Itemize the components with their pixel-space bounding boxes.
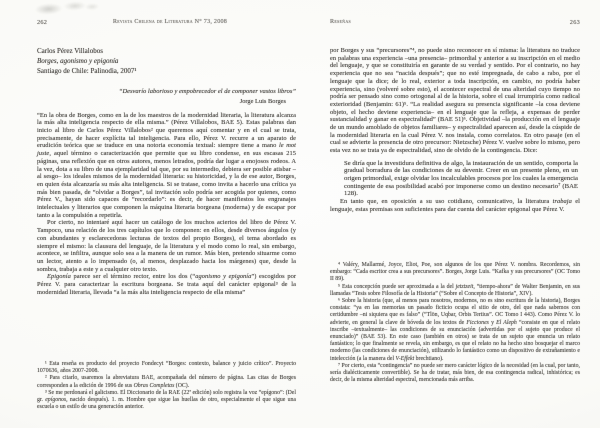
book-author: Carlos Pérez Villalobos	[37, 47, 103, 55]
right-page-number: 263	[569, 19, 580, 26]
footnote: ¹ Esta reseña es producto del proyecto Fondecyt “Borges: contexto, balance y juicio crítico”. Proyecto 1070636, años 2007-2008.	[37, 361, 296, 375]
body-paragraph: Por cierto, no intentaré aquí hacer un catálogo de los muchos aciertos del libro de Pérez V. Tampoco, una relación de los tres capítulos que lo componen: en ellos, desde diversos ángulos (y con abundantes y esclarecedoras lecturas de textos del propio Borges), el tema abordado es siempre el mismo: la clausura del lenguaje, de la literatura y el modo como lo real, sin embargo, acontece, se infiltra, aunque solo sea a la manera de un rumor. Más bien, pretendo situarme como un lector, atento a lo impensado (o, al menos, desplazado hacia los márgenes) que, desde la sombra, trabaja a este y a cualquier otro texto.	[37, 219, 296, 273]
book-imprint: Santiago de Chile: Palinodia, 2007¹	[37, 67, 137, 76]
section-running-head: Reseñas	[330, 19, 351, 25]
body-paragraph: por Borges y sus “precursores”⁴, no puede sino reconocer en sí misma: la literatura no traduce en palabras una experiencia –una presencia– primordial y anterior a su inscripción en el medio del lenguaje, y que se constituiría en garante de su verdad y sentido. Por el contrario, no hay experiencia que no sea “nacida después”; que no esté impregnada, de cabo a rabo, por el lenguaje que la dice; de lo real, exterior a toda inscripción, en cambio, no podría haber experiencia, sino (volveré sobre esto), el acontecer espectral de una alteridad cuyo tiempo no podría ser pensado sino como ortogonal al de la historia, sobre el cual irrumpiría como radical exterioridad (Benjamin: 61)⁵. “La realidad asegura su presencia significante –la cosa deviene objeto, el hecho deviene experiencia– en el lenguaje que la refleja, a expensas de perder sustancialidad y ganar en espectralidad” (BAE 51)⁶. Objetividad –la producción en el lenguaje de un mundo amoblado de objetos familiares– y espectralidad aparecen así, desde la cúspide de la modernidad literaria en la cual Pérez V. nos instala, como correlatos. En otro pasaje (en el cual se advierte la presencia de otro precursor: Nietzsche) Pérez V. vuelve sobre lo mismo, pero esta vez no se trata ya de espectralidad, sino de olvido de la contingencia. Dice:	[330, 47, 580, 155]
left-page-number: 262	[37, 19, 48, 26]
footnote: ⁷ Por cierto, esta “contingencia” no puede ser mero carácter lógico de la necesidad (en la cual, por tanto, sería dialécticamente convertible). Se ha de tratar, más bien, de esa contingencia radical, inhistórica; es decir, de la misma alteridad espectral, mencionada más arriba.	[330, 362, 580, 384]
left-footnotes-block	[37, 361, 296, 411]
body-paragraph: En tanto que, en oposición a su uso cotidiano, comunicativo, la literatura trabaja el lenguaje, estas premisas son suficientes para dar cuenta del carácter epigonal que Pérez V.	[330, 197, 580, 213]
body-paragraph: Epigonía parece ser el término rector, entre los dos (“agonismo y epigonía”) escogidos por Pérez V. para caracterizar la escritura borgeana. Se trata aquí del carácter epigonal³ de la modernidad literaria, llevada “a la más alta inteligencia respecto de ella misma”	[37, 273, 296, 296]
epigraph-quote: “Desvarío laborioso y empobrecedor el de componer vastos libros”	[118, 87, 296, 95]
right-footnotes-block	[330, 262, 580, 384]
footnote: ² Para citarlo, usaremos la abreviatura BAE, acompañada del número de página. Las citas de Borges corresponden a la edición de 1996 de sus Obras Completas (OC).	[37, 375, 296, 389]
body-paragraph: “En la obra de Borges, como en la de los maestros de la modernidad literaria, la literatura alcanza la más alta inteligencia respecto de ella misma.” (Pérez Villalobos, BAE 5). Estas palabras dan inicio al libro de Carlos Pérez Villalobos² que queremos aquí comentar y en el cual se trata, precisamente, de hacer explícita tal inteligencia. Para ello, Pérez V. recurre a un aparato de erudición teórica que se traduce en una notoria economía textual: siempre tiene a mano le mot juste, aquel término o caracterización que permite que su libro condense, en sus escasas 215 páginas, una reflexión que en otros autores, menos letrados, podría dar lugar a enojosos rodeos. A la vez, dota a su libro de una ejemplaridad tal que, por su intermedio, debiera ser posible atisbar –al sesgo– los ideales mismos de la modernidad literaria: su historicidad, y la de ese autor, Borges, en quien ésta alcanzaría su más alta inteligencia. Si se tratase, como invita a hacerlo una crítica ya más bien pasada, de “olvidar a Borges”, tal invitación solo podría ser acogida por quienes, como Pérez V., hayan sido capaces de “recordarlo”: es decir, de hacer manifiestos los engranajes intelectuales y literarios que componen la máquina literaria borgeana (moderna) y de escapar por tanto a la compulsión a repetirla.	[37, 111, 296, 219]
block-quote: Se diría que la investidura definitiva de algo, la instauración de un sentido, comporta la gradual borradura de las condiciones de su devenir. Creer en un presente pleno, en un origen primordial, exige olvidar los incalculables procesos por los cuales la emergencia contingente de esa posibilidad acabó por imponerse como un destino necesario⁷ (BAE 128).	[344, 159, 578, 198]
epigraph-attribution: Jorge Luis Borges	[239, 97, 286, 105]
footnote: ³ Se me perdonará el galicismo. El Diccionario de la RAE (22ª edición) solo registra la voz “epígono”: (Del gr. epígonos, nacido después). 1. m. Hombre que sigue las huellas de otro, especialmente el que sigue una escuela o un estilo de una generación anterior.	[37, 389, 296, 411]
journal-running-head: Revista Chilena de Literatura N° 73, 2008	[112, 19, 228, 25]
footnote: ⁴ Valéry, Mallarmé, Joyce, Eliot, Poe, son algunos de los que Pérez V. nombra. Recordemos, sin embargo: “Cada escritor crea a sus precursores”. Borges, Jorge Luis. “Kafka y sus precursores” (OC Tomo II 89).	[330, 262, 580, 283]
footnote: ⁶ Sobre la historia (que, al menos para nosotros, modernos, no es sino escritura de la historia), Borges constata: “ya en las memorias un pasado ficticio ocupa el sitio de otro, del que nada sabemos con certidumbre –ni siquiera que es falso” (“Tlön, Uqbar, Orbis Tertius”. OC Tomo I 443). Como Pérez V. lo advierte, en general la clave de bóveda de los textos de Ficciones y El Aleph “consiste en que el relato inscribe –textualmente– las condiciones de su enunciación (advertidas por el sujeto que produce el enunciado)” (BAE 53). En este caso (también en otros) se trata de un sujeto que enuncia un relato fantástico; lo que finalmente se revela, sin embargo, es que el relato no ha hecho sino bosquejar el marco moderno (las condiciones de enunciación), utilizando lo fantástico como un dispositivo de extrañamiento e intelección (a la manera del V-Effekt brechtiano).	[330, 298, 581, 362]
left-page-column	[37, 0, 296, 428]
right-page-column	[330, 0, 580, 428]
book-title: Borges, agonismo y epigonía	[37, 57, 119, 66]
footnote: ⁵ Esta concepción puede ser aproximada a la del jetztzeit, “tiempo-ahora” de Walter Benjamin, en sus llamadas “Tesis sobre Filosofía de la Historia” (“Sobre el Concepto de Historia”, XIV).	[330, 283, 580, 297]
